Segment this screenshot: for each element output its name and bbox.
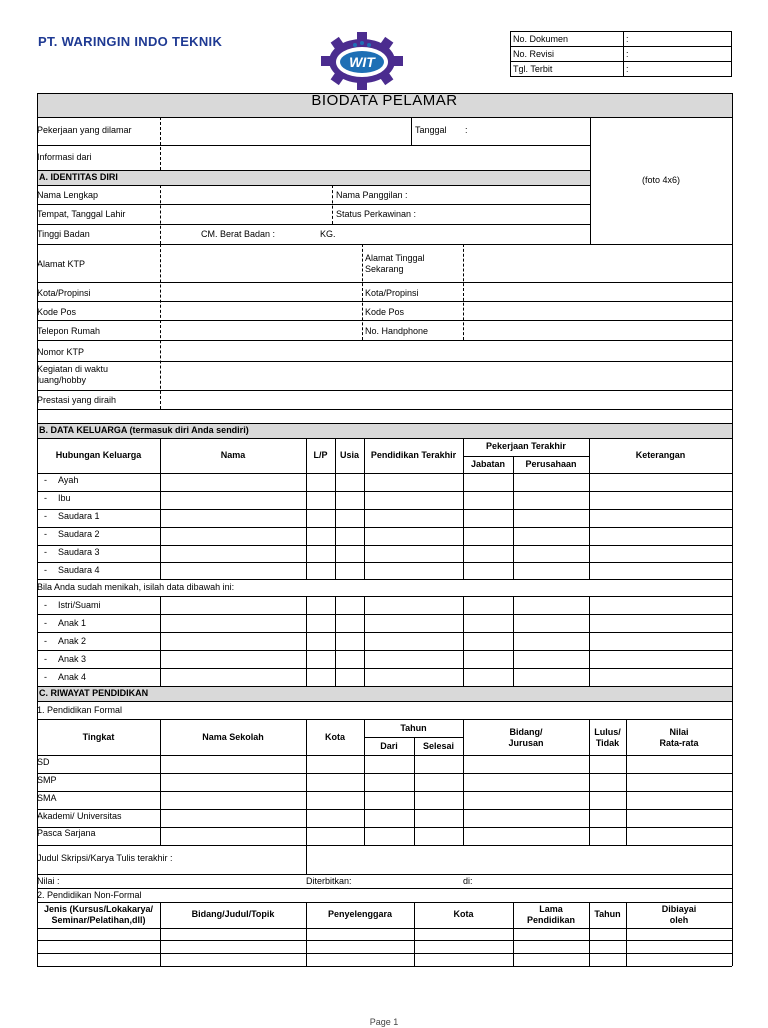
col-lulus: Lulus/ — [594, 727, 621, 737]
doc-info-value[interactable]: : — [624, 62, 732, 77]
col-nf-kota: Kota — [453, 909, 474, 919]
label-status: Status Perkawinan : — [336, 209, 417, 219]
label-kode-pos: Kode Pos — [37, 307, 77, 317]
grid-line — [37, 928, 732, 929]
grid-line — [37, 409, 732, 410]
col-lama-2: Pendidikan — [526, 915, 575, 925]
grid-line — [364, 596, 365, 686]
col-jenis: Jenis (Kursus/Lokakarya/ — [43, 904, 154, 914]
grid-line — [37, 545, 732, 546]
grid-line — [37, 650, 732, 651]
label-ktp: Nomor KTP — [37, 347, 85, 357]
grid-line — [37, 888, 732, 889]
grid-line — [37, 874, 732, 875]
grid-line — [37, 390, 732, 391]
grid-line — [37, 117, 732, 118]
doc-info-row — [511, 47, 732, 62]
grid-line — [37, 755, 732, 756]
label-pekerjaan: Pekerjaan yang dilamar — [37, 125, 132, 135]
doc-info-row — [511, 62, 732, 77]
grid-line — [37, 719, 732, 720]
label-judul: Judul Skripsi/Karya Tulis terakhir : — [37, 853, 173, 863]
grid-line — [160, 596, 161, 686]
col-hubungan: Hubungan Keluarga — [55, 450, 142, 460]
grid-line — [364, 719, 365, 845]
col-selesai: Selesai — [422, 741, 455, 751]
grid-line — [411, 117, 412, 145]
doc-info-value[interactable]: : — [624, 47, 732, 62]
family-relation-label: Saudara 1 — [58, 511, 100, 521]
level-pasca: Pasca Sarjana — [37, 828, 96, 838]
col-lp: L/P — [313, 450, 328, 460]
label-kode-pos-2: Kode Pos — [365, 307, 405, 317]
grid-line — [37, 773, 732, 774]
col-dibiayai: Dibiayai — [661, 904, 697, 914]
label-alamat-tinggal: Alamat Tinggal — [365, 253, 425, 263]
grid-line — [37, 668, 732, 669]
row-dash: - — [44, 475, 47, 485]
judul-field[interactable] — [307, 845, 732, 874]
section-b-heading: B. DATA KELUARGA (termasuk diri Anda sendiri) — [39, 425, 249, 435]
doc-info-row — [511, 32, 732, 47]
col-nama: Nama — [220, 450, 246, 460]
col-kota: Kota — [325, 732, 345, 742]
family-relation-label: Istri/Suami — [58, 600, 101, 610]
row-dash: - — [44, 511, 47, 521]
row-dash: - — [44, 618, 47, 628]
label-kota-2: Kota/Propinsi — [365, 288, 419, 298]
label-kota: Kota/Propinsi — [37, 288, 91, 298]
grid-line — [37, 902, 732, 903]
row-dash: - — [44, 547, 47, 557]
section-bar — [37, 170, 590, 185]
col-lulus-2: Tidak — [595, 738, 620, 748]
level-sd: SD — [37, 757, 50, 767]
col-nama-sekolah: Nama Sekolah — [202, 732, 264, 742]
document-info-table — [510, 31, 732, 77]
grid-line — [37, 562, 732, 563]
grid-line — [37, 614, 732, 615]
col-keterangan: Keterangan — [635, 450, 686, 460]
family-relation-label: Anak 3 — [58, 654, 87, 664]
grid-divider — [332, 185, 333, 224]
family-relation-label: Ayah — [58, 475, 79, 485]
grid-line — [37, 953, 732, 954]
grid-line — [732, 93, 733, 966]
col-bidang: Bidang/ — [509, 727, 543, 737]
grid-line — [37, 791, 732, 792]
level-smp: SMP — [37, 775, 57, 785]
grid-line — [37, 809, 732, 810]
col-tahun: Tahun — [400, 723, 427, 733]
grid-line — [37, 320, 732, 321]
col-pekerjaan: Pekerjaan Terakhir — [486, 441, 566, 451]
grid-line — [37, 185, 590, 186]
grid-line — [37, 966, 732, 967]
pekerjaan-field[interactable] — [161, 119, 411, 143]
col-bidang-2: Jurusan — [508, 738, 544, 748]
grid-line — [37, 827, 732, 828]
label-nilai: Nilai : — [37, 876, 60, 886]
label-tanggal: Tanggal — [415, 125, 447, 135]
col-jabatan: Jabatan — [470, 459, 505, 469]
company-logo — [318, 31, 406, 91]
grid-line — [37, 509, 732, 510]
col-lama: Lama — [539, 904, 563, 914]
grid-line — [463, 456, 589, 457]
informasi-field[interactable] — [161, 145, 589, 170]
grid-line — [37, 473, 732, 474]
label-nama-lengkap: Nama Lengkap — [37, 190, 99, 200]
grid-line — [37, 244, 732, 245]
label-kegiatan: Kegiatan di waktu — [37, 364, 109, 374]
col-pendidikan: Pendidikan Terakhir — [370, 450, 457, 460]
grid-line — [463, 596, 464, 686]
section-a-heading: A. IDENTITAS DIRI — [39, 172, 118, 182]
grid-line — [37, 940, 732, 941]
grid-divider — [463, 244, 464, 340]
doc-info-label: No. Dokumen — [511, 32, 624, 47]
row-dash: - — [44, 493, 47, 503]
grid-line — [37, 224, 590, 225]
col-penyelenggara: Penyelenggara — [327, 909, 393, 919]
doc-info-value[interactable]: : — [624, 32, 732, 47]
grid-line — [37, 204, 590, 205]
row-dash: - — [44, 600, 47, 610]
col-nf-bidang: Bidang/Judul/Topik — [191, 909, 275, 919]
family-relation-label: Ibu — [58, 493, 71, 503]
grid-line — [513, 596, 514, 686]
photo-placeholder: (foto 4x6) — [641, 175, 681, 185]
label-kegiatan-2: luang/hobby — [37, 375, 87, 385]
doc-info-label: Tgl. Terbit — [511, 62, 624, 77]
col-nilai: Nilai — [669, 727, 689, 737]
label-nama-panggilan: Nama Panggilan : — [336, 190, 408, 200]
grid-line — [335, 596, 336, 686]
grid-line — [37, 579, 732, 580]
grid-line — [37, 361, 732, 362]
label-handphone: No. Handphone — [365, 326, 429, 336]
row-dash: - — [44, 636, 47, 646]
col-dibiayai-2: oleh — [669, 915, 689, 925]
row-dash: - — [44, 529, 47, 539]
grid-line — [37, 423, 732, 424]
label-di: di: — [463, 876, 473, 886]
family-relation-label: Anak 2 — [58, 636, 87, 646]
grid-line — [513, 456, 514, 579]
grid-divider — [160, 244, 161, 409]
grid-line — [37, 340, 732, 341]
grid-line — [37, 170, 590, 171]
family-relation-label: Anak 1 — [58, 618, 87, 628]
nonformal-heading: 2. Pendidikan Non-Formal — [37, 890, 142, 900]
doc-info-label: No. Revisi — [511, 47, 624, 62]
company-name: PT. WARINGIN INDO TEKNIK — [38, 34, 223, 49]
grid-line — [37, 491, 732, 492]
grid-line — [37, 438, 732, 439]
col-dari: Dari — [380, 741, 398, 751]
label-ttl: Tempat, Tanggal Lahir — [37, 209, 126, 219]
label-diterbitkan: Diterbitkan: — [306, 876, 352, 886]
col-usia: Usia — [339, 450, 359, 460]
grid-line — [37, 686, 732, 687]
label-cm-berat: CM. Berat Badan : — [201, 229, 276, 239]
label-alamat-tinggal-2: Sekarang — [365, 264, 404, 274]
family-relation-label: Saudara 2 — [58, 529, 100, 539]
grid-line — [414, 737, 415, 845]
label-alamat-ktp: Alamat KTP — [37, 259, 86, 269]
row-dash: - — [44, 672, 47, 682]
page-number: Page 1 — [369, 1017, 399, 1027]
grid-divider — [362, 244, 363, 340]
form-title: BIODATA PELAMAR — [311, 92, 458, 109]
col-perusahaan: Perusahaan — [525, 459, 577, 469]
formal-heading: 1. Pendidikan Formal — [37, 705, 123, 715]
logo-text: WIT — [349, 54, 375, 70]
grid-line — [37, 282, 732, 283]
tanggal-colon: : — [465, 125, 468, 135]
row-dash: - — [44, 654, 47, 664]
col-nilai-2: Rata-rata — [659, 738, 699, 748]
family-relation-label: Anak 4 — [58, 672, 87, 682]
grid-line — [37, 596, 732, 597]
section-c-heading: C. RIWAYAT PENDIDIKAN — [39, 688, 149, 698]
grid-line — [589, 596, 590, 686]
col-tingkat: Tingkat — [82, 732, 115, 742]
level-akademi: Akademi/ Universitas — [37, 811, 122, 821]
label-informasi: Informasi dari — [37, 152, 92, 162]
grid-line — [306, 596, 307, 686]
label-kg: KG. — [320, 229, 336, 239]
menikah-note: Bila Anda sudah menikah, isilah data dibawah ini: — [37, 582, 235, 592]
family-relation-label: Saudara 3 — [58, 547, 100, 557]
family-relation-label: Saudara 4 — [58, 565, 100, 575]
col-jenis-2: Seminar/Pelatihan,dll) — [51, 915, 146, 925]
grid-line — [37, 632, 732, 633]
grid-divider — [160, 185, 161, 244]
grid-line — [37, 527, 732, 528]
grid-line — [37, 301, 732, 302]
label-telepon: Telepon Rumah — [37, 326, 101, 336]
label-prestasi: Prestasi yang diraih — [37, 395, 117, 405]
grid-line — [37, 701, 732, 702]
col-nf-tahun: Tahun — [594, 909, 621, 919]
level-sma: SMA — [37, 793, 57, 803]
label-tinggi: Tinggi Badan — [37, 229, 90, 239]
row-dash: - — [44, 565, 47, 575]
